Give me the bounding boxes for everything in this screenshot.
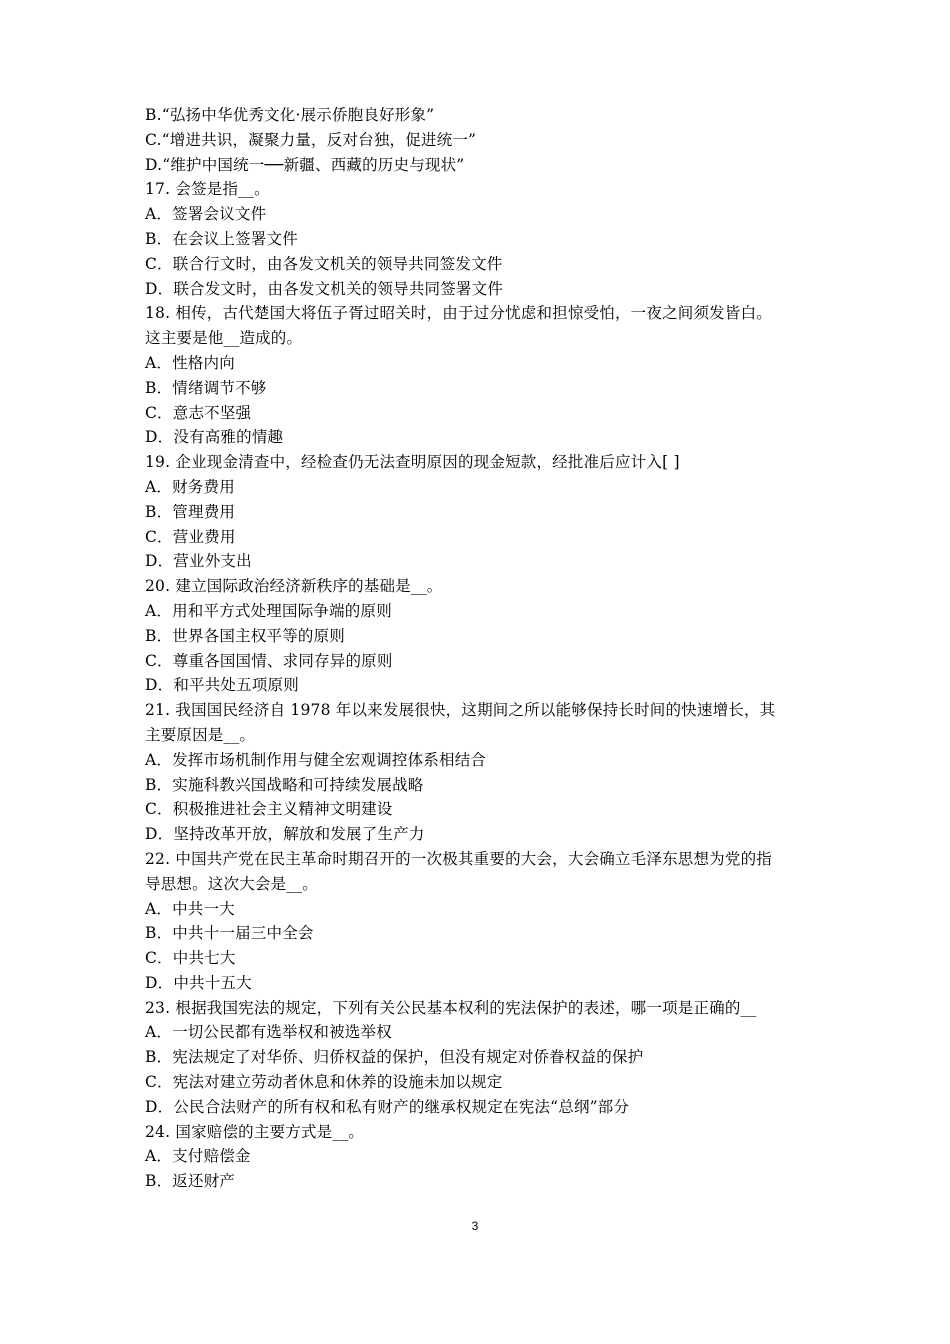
document-body xyxy=(145,103,815,1194)
page-number: 3 xyxy=(471,1219,479,1233)
text-line: 这主要是他__造成的。 xyxy=(145,329,303,348)
text-line: A．签署会议文件 xyxy=(145,205,267,224)
text-line: D.“维护中国统一──新疆、西藏的历史与现状” xyxy=(145,155,465,174)
text-line: B．世界各国主权平等的原则 xyxy=(145,626,345,645)
text-line: D．营业外支出 xyxy=(145,552,252,571)
text-line: B.“弘扬中华优秀文化·展示侨胞良好形象” xyxy=(145,106,435,124)
text-line: C．积极推进社会主义精神文明建设 xyxy=(145,800,393,819)
text-line: D．坚持改革开放，解放和发展了生产力 xyxy=(145,825,425,844)
text-line: A．发挥市场机制作用与健全宏观调控体系相结合 xyxy=(145,750,487,769)
text-line: 22. 中国共产党在民主革命时期召开的一次极其重要的大会，大会确立毛泽东思想为党的指 xyxy=(145,849,772,868)
text-line: B．实施科教兴国战略和可持续发展战略 xyxy=(145,775,424,794)
text-line: 20. 建立国际政治经济新秩序的基础是__。 xyxy=(145,577,443,596)
text-line: B．在会议上签署文件 xyxy=(145,229,298,248)
text-line: D．联合发文时，由各发文机关的领导共同签署文件 xyxy=(145,279,504,298)
text-line: C．意志不坚强 xyxy=(145,403,252,422)
text-line: 23. 根据我国宪法的规定，下列有关公民基本权利的宪法保护的表述，哪一项是正确的__ xyxy=(145,998,757,1017)
text-line: C．中共七大 xyxy=(145,949,236,968)
text-line: A．一切公民都有选举权和被选举权 xyxy=(145,1023,392,1042)
text-line: D．中共十五大 xyxy=(145,973,252,992)
text-line: B．情绪调节不够 xyxy=(145,378,267,397)
text-line: B．返还财产 xyxy=(145,1172,236,1191)
text-line: 21. 我国国民经济自 1978 年以来发展很快，这期间之所以能够保持长时间的快速增长，其 xyxy=(145,701,776,720)
text-line: D．和平共处五项原则 xyxy=(145,676,299,695)
text-line: A．支付赔偿金 xyxy=(145,1147,251,1166)
text-line: A．性格内向 xyxy=(145,353,235,372)
text-line: C．尊重各国国情、求同存异的原则 xyxy=(145,651,393,670)
text-line: 导思想。这次大会是__。 xyxy=(145,874,318,893)
text-line: B．管理费用 xyxy=(145,502,236,521)
text-line: C.“增进共识，凝聚力量，反对台独，促进统一” xyxy=(145,130,477,149)
text-line: 19. 企业现金清查中，经检查仍无法查明原因的现金短款，经批准后应计入[ ] xyxy=(145,453,680,472)
text-line: B．中共十一届三中全会 xyxy=(145,924,314,943)
text-line: C．联合行文时，由各发文机关的领导共同签发文件 xyxy=(145,254,503,273)
text-line: 17. 会签是指__。 xyxy=(145,180,270,199)
text-line: C．营业费用 xyxy=(145,527,236,546)
text-line: 24. 国家赔偿的主要方式是__。 xyxy=(145,1122,364,1141)
text-line: A．中共一大 xyxy=(145,899,235,918)
text-line: A．用和平方式处理国际争端的原则 xyxy=(145,601,392,620)
text-line: A．财务费用 xyxy=(145,477,235,496)
text-line: C．宪法对建立劳动者休息和休养的设施未加以规定 xyxy=(145,1073,503,1092)
text-line: B．宪法规定了对华侨、归侨权益的保护，但没有规定对侨眷权益的保护 xyxy=(145,1048,644,1067)
text-line: D．公民合法财产的所有权和私有财产的继承权规定在宪法“总纲”部分 xyxy=(145,1097,630,1116)
text-line: D．没有高雅的情趣 xyxy=(145,428,284,447)
text-line: 18. 相传，古代楚国大将伍子胥过昭关时，由于过分忧虑和担惊受怕，一夜之间须发皆白。 xyxy=(145,304,772,323)
text-line: 主要原因是__。 xyxy=(145,725,256,744)
